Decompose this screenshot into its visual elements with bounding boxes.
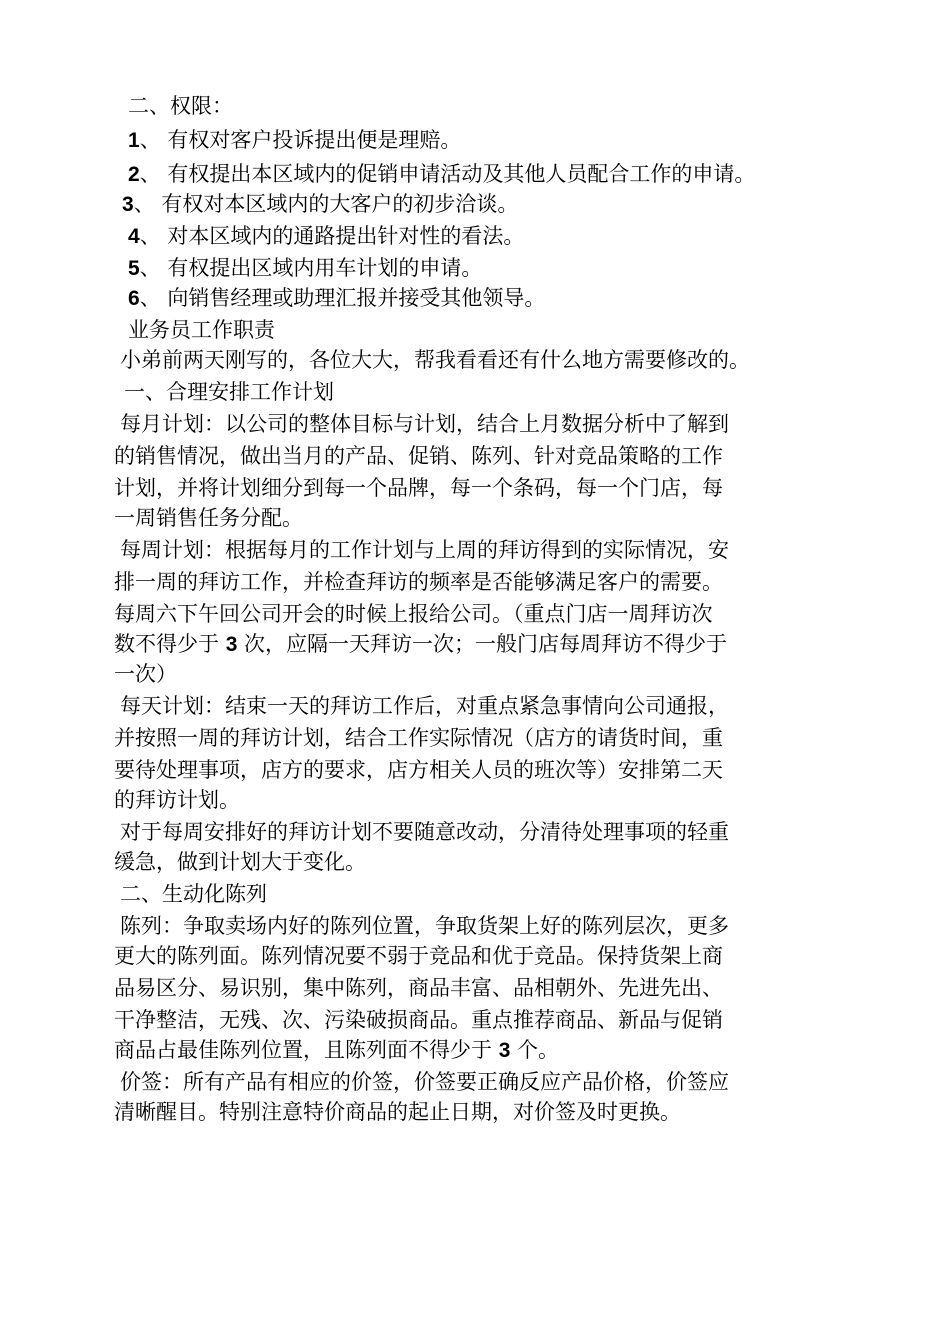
authority-item-5 [128, 252, 482, 284]
authority-item-6 [128, 282, 545, 314]
section-heading-authority: 二、权限： [128, 94, 233, 118]
item-number: 4 [128, 225, 140, 248]
weekly-plan-line: 每周六下午回公司开会的时候上报给公司。（重点门店一周拜访次 [114, 602, 713, 626]
weekly-plan-line: 每周计划：根据每月的工作计划与上周的拜访得到的实际情况，安 [120, 538, 729, 562]
document-title: 业务员工作职责 [128, 318, 275, 342]
weekly-number: 3 [225, 633, 238, 656]
monthly-plan-line: 一周销售任务分配。 [114, 506, 303, 530]
display-number: 3 [498, 1039, 511, 1062]
plan-note-line: 对于每周安排好的拜访计划不要随意改动，分清待处理事项的轻重 [120, 820, 729, 844]
weekly-plan-line: 排一周的拜访工作，并检查拜访的频率是否能够满足客户的需要。 [114, 570, 723, 594]
daily-plan-line: 并按照一周的拜访计划，结合工作实际情况（店方的请货时间，重 [114, 726, 723, 750]
display-text-a: 商品占最佳陈列位置，且陈列面不得少于 [114, 1038, 499, 1062]
weekly-text-b: 次，应隔一天拜访一次；一般门店每周拜访不得少于 [237, 632, 728, 656]
display-line: 陈列：争取卖场内好的陈列位置，争取货架上好的陈列层次，更多 [120, 914, 729, 938]
authority-item-3 [122, 188, 518, 220]
item-text: 、 向销售经理或助理汇报并接受其他领导。 [139, 286, 546, 310]
display-line [114, 1034, 559, 1066]
weekly-plan-line: 一次） [114, 662, 177, 686]
price-tag-line: 清晰醒目。特别注意特价商品的起止日期，对价签及时更换。 [114, 1100, 681, 1124]
authority-item-2 [128, 158, 755, 190]
display-line: 干净整洁，无残、次、污染破损商品。重点推荐商品、新品与促销 [114, 1008, 723, 1032]
display-line: 更大的陈列面。陈列情况要不弱于竞品和优于竞品。保持货架上商 [114, 944, 723, 968]
weekly-text-a: 数不得少于 [114, 632, 226, 656]
section-heading-plan: 一、合理安排工作计划 [124, 380, 334, 404]
daily-plan-line: 每天计划：结束一天的拜访工作后，对重点紧急事情向公司通报， [120, 694, 729, 718]
daily-plan-line: 的拜访计划。 [114, 788, 240, 812]
item-number: 2 [128, 163, 140, 186]
plan-note-line: 缓急，做到计划大于变化。 [114, 850, 366, 874]
item-number: 3 [122, 193, 134, 216]
monthly-plan-line: 计划，并将计划细分到每一个品牌，每一个条码，每一个门店，每 [114, 476, 723, 500]
weekly-plan-line [114, 628, 727, 660]
item-number: 6 [128, 287, 140, 310]
item-number: 5 [128, 257, 140, 280]
display-text-b: 个。 [510, 1038, 560, 1062]
item-text: 、 有权提出区域内用车计划的申请。 [139, 256, 483, 280]
item-text: 、 对本区域内的通路提出针对性的看法。 [139, 224, 525, 248]
item-text: 、 有权提出本区域内的促销申请活动及其他人员配合工作的申请。 [139, 162, 756, 186]
intro-text: 小弟前两天刚写的，各位大大，帮我看看还有什么地方需要修改的。 [120, 348, 750, 372]
monthly-plan-line: 每月计划：以公司的整体目标与计划，结合上月数据分析中了解到 [120, 412, 729, 436]
authority-item-1 [128, 124, 461, 156]
monthly-plan-line: 的销售情况，做出当月的产品、促销、陈列、针对竞品策略的工作 [114, 444, 723, 468]
price-tag-line: 价签：所有产品有相应的价签，价签要正确反应产品价格，价签应 [120, 1070, 729, 1094]
display-line: 品易区分、易识别，集中陈列，商品丰富、品相朝外、先进先出、 [114, 976, 723, 1000]
authority-item-4 [128, 220, 524, 252]
item-text: 、 有权对客户投诉提出便是理赔。 [139, 128, 462, 152]
daily-plan-line: 要待处理事项，店方的要求，店方相关人员的班次等）安排第二天 [114, 758, 723, 782]
section-heading-display: 二、生动化陈列 [120, 882, 267, 906]
item-text: 、 有权对本区域内的大客户的初步洽谈。 [133, 192, 519, 216]
item-number: 1 [128, 129, 140, 152]
